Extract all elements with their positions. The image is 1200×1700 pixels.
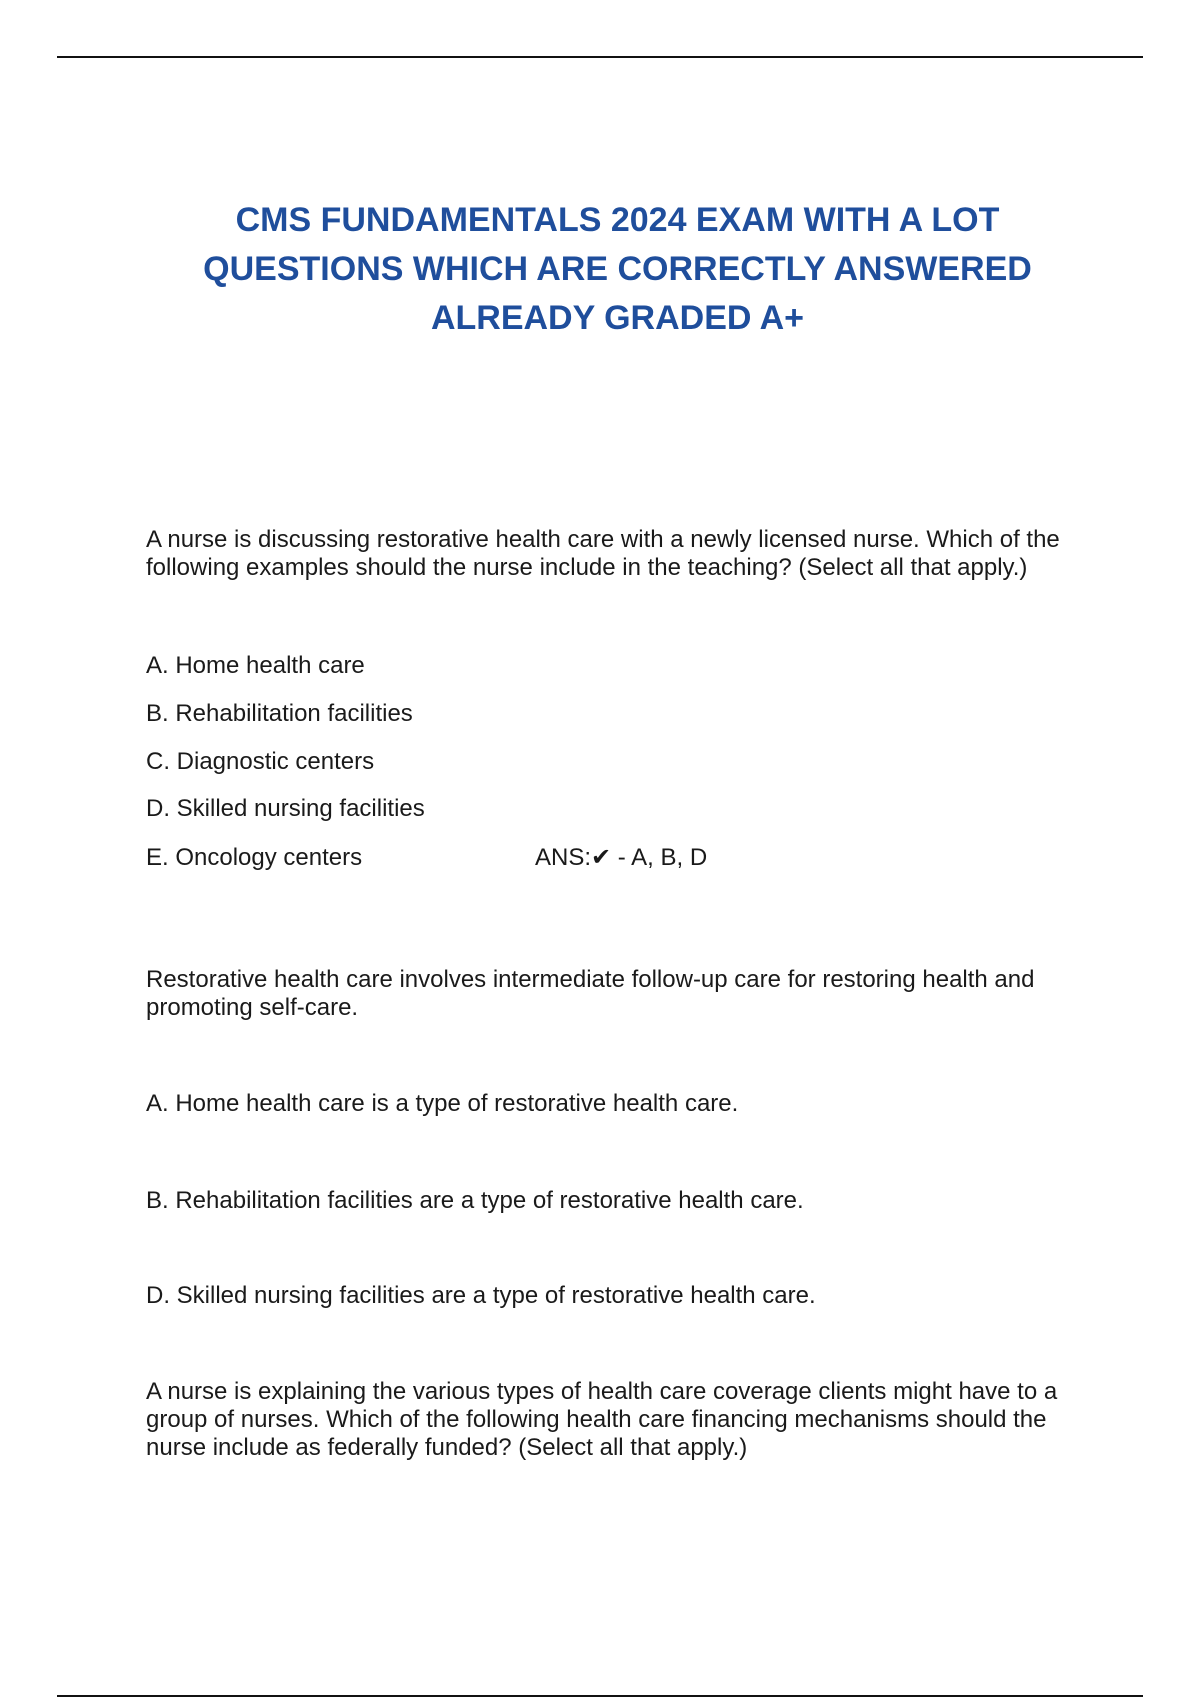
- footer-rule: [57, 1695, 1143, 1697]
- question-1-option-c: C. Diagnostic centers: [146, 748, 375, 775]
- explanation-point-b: B. Rehabilitation facilities are a type of restorative health care.: [146, 1187, 804, 1214]
- explanation-point-a: A. Home health care is a type of restorative health care.: [146, 1090, 739, 1117]
- document-title: [150, 196, 1085, 343]
- question-2-stem: A nurse is explaining the various types of health care coverage clients might have to a group of nurses. Which of the following health care financing mechanisms should the nurse include as federally funded? (Select all that apply.): [146, 1378, 1058, 1461]
- header-rule: [57, 56, 1143, 58]
- question-1-option-e: E. Oncology centers: [146, 844, 363, 871]
- title-line-1: CMS FUNDAMENTALS 2024 EXAM WITH A LOT: [235, 201, 1000, 239]
- question-1-answer: ANS:✔ - A, B, D: [535, 844, 708, 871]
- title-line-2: QUESTIONS WHICH ARE CORRECTLY ANSWERED: [203, 250, 1032, 288]
- title-line-3: ALREADY GRADED A+: [430, 299, 805, 337]
- explanation-point-d: D. Skilled nursing facilities are a type of restorative health care.: [146, 1282, 816, 1309]
- question-1-stem: A nurse is discussing restorative health care with a newly licensed nurse. Which of the following examples should the nurse include in the teaching? (Select all that apply.): [146, 526, 1060, 581]
- question-1-option-a: A. Home health care: [146, 652, 365, 679]
- explanation-intro: Restorative health care involves intermediate follow-up care for restoring health and promoting self-care.: [146, 966, 1035, 1021]
- question-1-option-d: D. Skilled nursing facilities: [146, 795, 425, 822]
- question-1-option-b: B. Rehabilitation facilities: [146, 700, 413, 727]
